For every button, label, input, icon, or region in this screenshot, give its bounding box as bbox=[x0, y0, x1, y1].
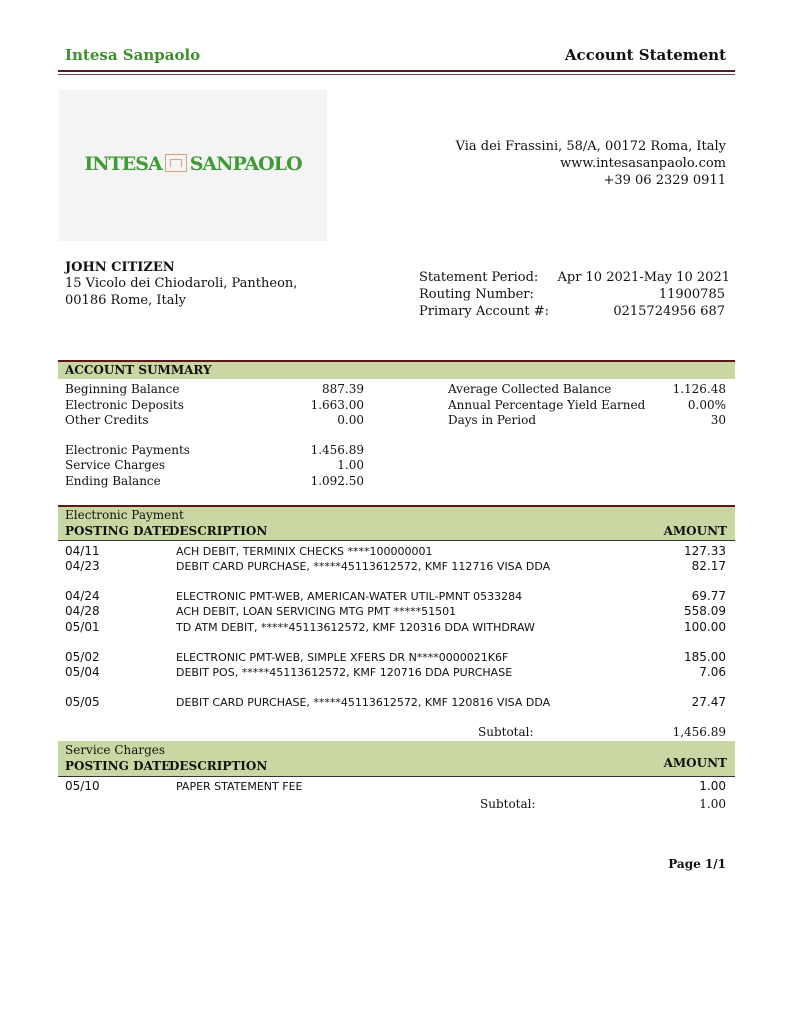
page-number: Page 1/1 bbox=[668, 857, 726, 871]
customer-address-line2: 00186 Rome, Italy bbox=[65, 293, 186, 308]
service-header-rule bbox=[58, 776, 735, 777]
table-row: 04/28 bbox=[65, 604, 100, 618]
table-row: DEBIT POS, *****45113612572, KMF 120716 DDA PURCHASE bbox=[176, 666, 513, 679]
table-row: 04/24 bbox=[65, 589, 100, 603]
summary-value: 0.00 bbox=[337, 413, 364, 427]
customer-address-line1: 15 Vicolo dei Chiodaroli, Pantheon, bbox=[65, 276, 298, 291]
summary-label: Annual Percentage Yield Earned bbox=[448, 398, 646, 412]
table-row: 05/10 bbox=[65, 779, 100, 793]
summary-value: 1.126.48 bbox=[672, 382, 726, 396]
bank-address-line: Via dei Frassini, 58/A, 00172 Roma, Italy bbox=[455, 139, 726, 154]
payments-band bbox=[58, 507, 735, 540]
table-row: 69.77 bbox=[691, 589, 726, 603]
payments-subtotal-value: 1,456.89 bbox=[672, 725, 726, 739]
table-row: 185.00 bbox=[684, 650, 726, 664]
routing-number-label: Routing Number: bbox=[419, 287, 534, 302]
summary-label: Other Credits bbox=[65, 413, 149, 427]
summary-value: 30 bbox=[710, 413, 726, 427]
logo-text-right: SANPAOLO bbox=[189, 153, 302, 175]
primary-account-label: Primary Account #: bbox=[419, 304, 550, 319]
summary-label: Electronic Payments bbox=[65, 443, 190, 457]
summary-value: 0.00% bbox=[687, 398, 726, 412]
table-row: PAPER STATEMENT FEE bbox=[176, 780, 303, 793]
header-bank-name: Intesa Sanpaolo bbox=[65, 46, 201, 64]
table-row: 7.06 bbox=[699, 665, 726, 679]
table-row: 558.09 bbox=[684, 604, 726, 618]
table-row: ELECTRONIC PMT-WEB, AMERICAN-WATER UTIL-PMNT 0533284 bbox=[176, 590, 523, 603]
statement-period-value: Apr 10 2021-May 10 2021 bbox=[557, 270, 730, 285]
header-rule bbox=[58, 70, 735, 72]
summary-value: 1.092.50 bbox=[310, 474, 364, 488]
summary-label: Service Charges bbox=[65, 458, 166, 472]
summary-value: 1.456.89 bbox=[310, 443, 364, 457]
service-col-date: POSTING DATE bbox=[65, 759, 171, 773]
logo-emblem-icon bbox=[165, 154, 187, 172]
summary-label: Average Collected Balance bbox=[448, 382, 612, 396]
primary-account-value: 0215724956 687 bbox=[613, 304, 725, 319]
table-row: ACH DEBIT, LOAN SERVICING MTG PMT *****51501 bbox=[176, 605, 457, 618]
bank-phone: +39 06 2329 0911 bbox=[603, 173, 726, 188]
table-row: 82.17 bbox=[691, 559, 726, 573]
payments-subtotal-label: Subtotal: bbox=[478, 725, 534, 739]
service-subtotal-value: 1.00 bbox=[699, 797, 726, 811]
table-row: 05/04 bbox=[65, 665, 100, 679]
table-row: ACH DEBIT, TERMINIX CHECKS ****100000001 bbox=[176, 545, 433, 558]
summary-label: Electronic Deposits bbox=[65, 398, 184, 412]
payments-title: Electronic Payment bbox=[65, 508, 184, 522]
customer-name: JOHN CITIZEN bbox=[65, 260, 175, 275]
summary-title: ACCOUNT SUMMARY bbox=[65, 363, 212, 377]
payments-col-amount: AMOUNT bbox=[663, 524, 727, 538]
table-row: TD ATM DEBIT, *****45113612572, KMF 120316 DDA WITHDRAW bbox=[176, 621, 535, 634]
routing-number-value: 11900785 bbox=[658, 287, 725, 302]
payments-col-date: POSTING DATE bbox=[65, 524, 171, 538]
summary-value: 1.00 bbox=[337, 458, 364, 472]
header-rule-thin bbox=[58, 74, 735, 75]
table-row: 05/01 bbox=[65, 620, 100, 634]
table-row: DEBIT CARD PURCHASE, *****45113612572, KMF 120816 VISA DDA bbox=[176, 696, 551, 709]
table-row: 127.33 bbox=[684, 544, 726, 558]
table-row: 100.00 bbox=[684, 620, 726, 634]
table-row: 27.47 bbox=[691, 695, 726, 709]
summary-label: Days in Period bbox=[448, 413, 537, 427]
logo-panel bbox=[59, 90, 327, 241]
bank-website[interactable]: www.intesasanpaolo.com bbox=[560, 156, 726, 171]
service-title: Service Charges bbox=[65, 743, 166, 757]
summary-label: Ending Balance bbox=[65, 474, 161, 488]
table-row: 04/11 bbox=[65, 544, 100, 558]
service-col-desc: DESCRIPTION bbox=[169, 759, 268, 773]
service-col-amount: AMOUNT bbox=[663, 756, 727, 770]
table-row: ELECTRONIC PMT-WEB, SIMPLE XFERS DR N****0000021K6F bbox=[176, 651, 509, 664]
table-row: 05/02 bbox=[65, 650, 100, 664]
table-row: 05/05 bbox=[65, 695, 100, 709]
summary-label: Beginning Balance bbox=[65, 382, 180, 396]
table-row: DEBIT CARD PURCHASE, *****45113612572, KMF 112716 VISA DDA bbox=[176, 560, 551, 573]
payments-col-desc: DESCRIPTION bbox=[169, 524, 268, 538]
service-subtotal-label: Subtotal: bbox=[480, 797, 536, 811]
summary-value: 1.663.00 bbox=[310, 398, 364, 412]
bank-logo bbox=[59, 153, 327, 175]
logo-text-left: INTESA bbox=[84, 153, 162, 175]
payments-header-rule bbox=[58, 540, 735, 541]
service-band bbox=[58, 741, 735, 776]
table-row: 1.00 bbox=[699, 779, 726, 793]
summary-value: 887.39 bbox=[322, 382, 364, 396]
summary-band bbox=[58, 362, 735, 379]
header-doc-title: Account Statement bbox=[564, 46, 726, 64]
table-row: 04/23 bbox=[65, 559, 100, 573]
statement-period-label: Statement Period: bbox=[419, 270, 539, 285]
